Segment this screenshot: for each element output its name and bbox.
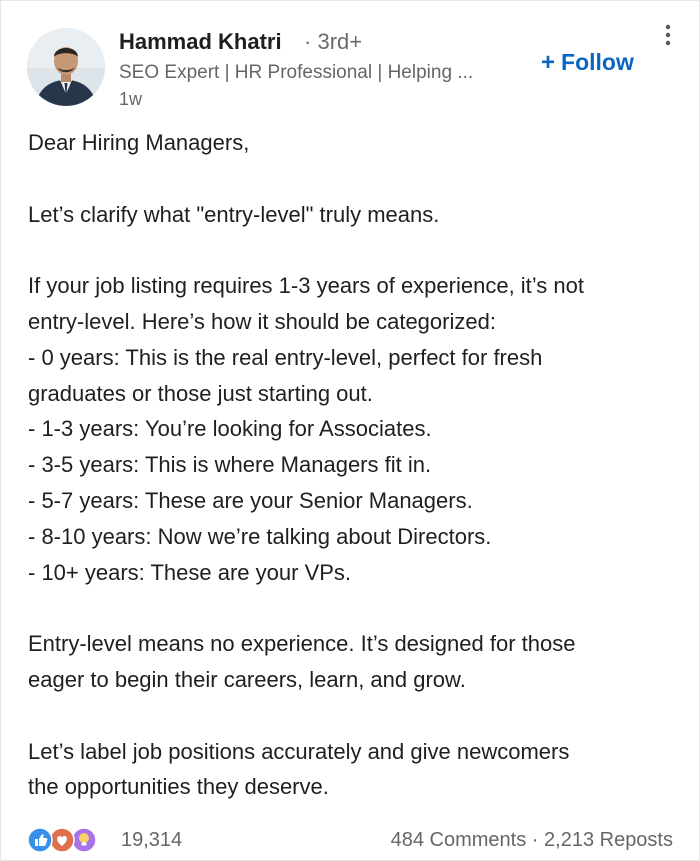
- post-line: Dear Hiring Managers,: [28, 130, 250, 155]
- reactions-count[interactable]: 19,314: [121, 829, 183, 851]
- post-line: - 8-10 years: Now we’re talking about Directors.: [28, 523, 492, 549]
- author-avatar[interactable]: [27, 28, 105, 106]
- degree-label: 3rd+: [317, 29, 363, 54]
- post-line: [28, 590, 678, 626]
- counts-separator: ·: [531, 829, 539, 851]
- comments-count[interactable]: 484 Comments: [390, 829, 527, 851]
- post-line: Let’s label job positions accurately and give newcomers: [28, 738, 570, 764]
- author-photo: [27, 28, 105, 106]
- post-body: [28, 125, 678, 805]
- post-line: eager to begin their careers, learn, and grow.: [28, 666, 466, 692]
- post-line: - 0 years: This is the real entry-level, perfect for fresh: [28, 344, 543, 370]
- follow-button[interactable]: [541, 49, 634, 77]
- post-line: Let’s clarify what "entry-level" truly means.: [28, 201, 440, 227]
- post-line: - 3-5 years: This is where Managers fit in.: [28, 452, 432, 478]
- reposts-count[interactable]: 2,213 Reposts: [544, 829, 673, 851]
- post-line: [28, 698, 678, 734]
- degree-separator: ·: [304, 29, 312, 54]
- post-line: - 1-3 years: You’re looking for Associates.: [28, 416, 432, 442]
- connection-degree: [304, 29, 362, 55]
- post-line: [28, 161, 678, 197]
- post-line: [28, 232, 678, 268]
- post-line: Entry-level means no experience. It’s designed for those: [28, 631, 576, 657]
- like-icon: [27, 827, 53, 853]
- plus-icon: +: [541, 49, 556, 76]
- follow-label: Follow: [561, 49, 634, 75]
- social-counts: [391, 829, 673, 852]
- post-line: If your job listing requires 1-3 years of experience, it’s not: [28, 273, 584, 299]
- post-line: the opportunities they deserve.: [28, 774, 329, 800]
- post-timestamp: 1w: [119, 89, 143, 109]
- post-line: - 10+ years: These are your VPs.: [28, 559, 352, 585]
- vertical-dots-icon[interactable]: [661, 23, 675, 49]
- post-line: entry-level. Here’s how it should be categorized:: [28, 308, 496, 334]
- author-headline: SEO Expert | HR Professional | Helping ...: [119, 62, 474, 83]
- post-line: - 5-7 years: These are your Senior Managers.: [28, 487, 473, 513]
- post-line: graduates or those just starting out.: [28, 380, 373, 406]
- author-name[interactable]: Hammad Khatri: [119, 29, 282, 54]
